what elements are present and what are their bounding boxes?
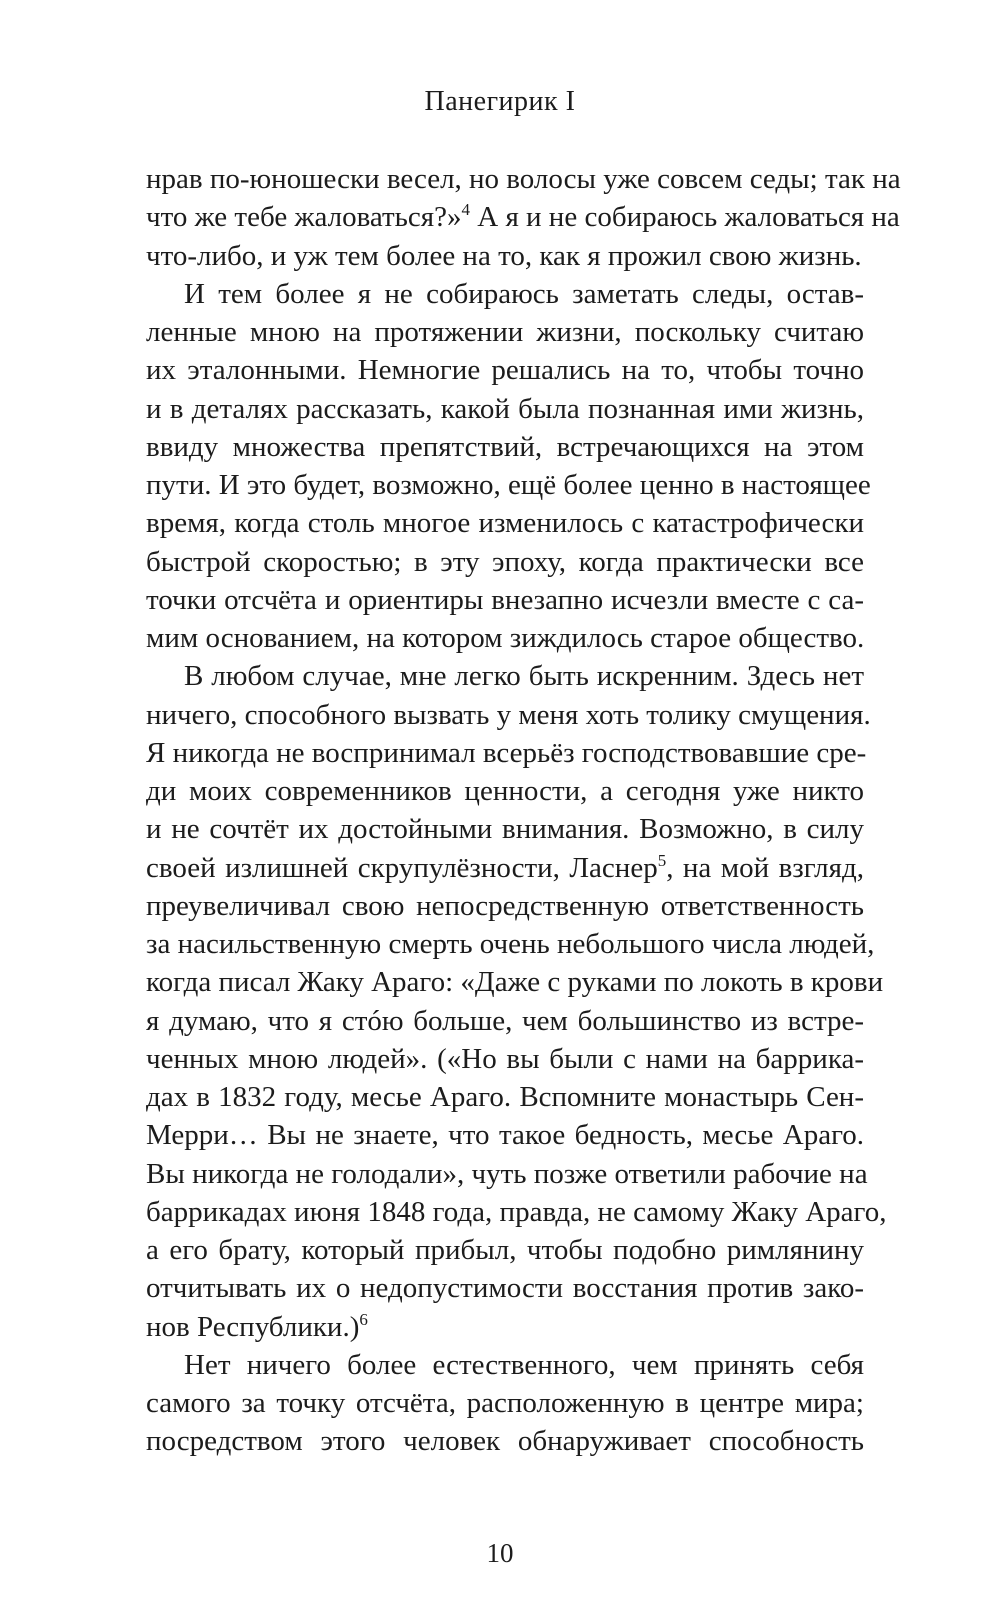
- text-line: [146, 810, 864, 848]
- text-line: [146, 619, 864, 657]
- text-line: [146, 1231, 864, 1269]
- text-line-content: мим основанием, на котором зиждилось старое общество.: [146, 622, 865, 654]
- text-line: [146, 1269, 864, 1307]
- text-line-content: точки отсчёта и ориентиры внезапно исчезли вместе с са-: [146, 583, 864, 616]
- text-line-content: а его брату, который прибыл, чтобы подобно римлянину: [146, 1234, 864, 1266]
- text-line-content: В любом случае, мне легко быть искренним. Здесь нет: [184, 660, 864, 693]
- text-line: [146, 428, 864, 466]
- text-line: [146, 160, 901, 198]
- text-line: [146, 849, 864, 887]
- running-header-title: Панегирик I: [424, 86, 576, 117]
- text-line-content: Нет ничего более естественного, чем принять себя: [184, 1348, 864, 1381]
- footnote-marker: 5: [657, 850, 667, 870]
- text-line-content: ленные мною на протяжении жизни, поскольку считаю: [146, 316, 864, 348]
- text-line: [146, 1155, 868, 1193]
- text-line: [146, 925, 875, 963]
- text-line-content: ди моих современников ценности, а сегодня уже никто: [146, 775, 864, 807]
- text-line: [146, 963, 884, 1001]
- text-line-content: что-либо, и уж тем более на то, как я прожил свою жизнь.: [146, 239, 862, 272]
- text-line-continuation: , на мой взгляд,: [666, 851, 864, 884]
- text-line-content: баррикадах июня 1848 года, правда, не самому Жаку Араго,: [146, 1195, 887, 1228]
- text-line-content: за насильственную смерть очень небольшого числа людей,: [146, 928, 875, 960]
- body-text: [146, 160, 901, 1461]
- text-line-content: что же тебе жаловаться?»: [146, 201, 462, 234]
- text-line: [146, 1308, 864, 1346]
- text-line: [146, 1116, 864, 1154]
- text-line: [146, 275, 864, 313]
- text-line-content: быстрой скоростью; в эту эпоху, когда практически все: [146, 545, 864, 578]
- text-line-content: ченных мною людей». («Но вы были с нами на баррика-: [146, 1042, 864, 1075]
- text-line-content: ввиду множества препятствий, встречающихся на этом: [146, 430, 864, 463]
- text-line-content: Мерри… Вы не знаете, что такое бедность, месье Араго.: [146, 1119, 864, 1152]
- text-line: [146, 1002, 864, 1040]
- text-line-content: своей излишней скрупулёзности, Ласнер: [146, 851, 658, 884]
- text-line: [146, 504, 864, 542]
- text-line-content: дах в 1832 году, месье Араго. Вспомните монастырь Сен-: [146, 1081, 864, 1113]
- text-line-content: пути. И это будет, возможно, ещё более ценно в настоящее: [146, 469, 871, 501]
- text-line: [146, 1422, 864, 1460]
- text-line-content: И тем более я не собираюсь заметать следы, остав-: [184, 277, 864, 310]
- text-line: [146, 390, 864, 428]
- text-line-content: самого за точку отсчёта, расположенную в центре мира;: [146, 1387, 864, 1419]
- text-line: [146, 1384, 864, 1422]
- text-line-content: их эталонными. Немногие решались на то, чтобы точно: [146, 354, 864, 387]
- text-line: [146, 657, 864, 695]
- text-line: [146, 696, 871, 734]
- text-line: [146, 351, 864, 389]
- text-line: [146, 1078, 864, 1116]
- text-line-content: и не сочтёт их достойными внимания. Возможно, в силу: [146, 813, 864, 846]
- text-line-content: Я никогда не воспринимал всерьёз господствовавшие сре-: [146, 736, 867, 769]
- page-number: 10: [486, 1538, 514, 1568]
- text-line: [146, 198, 900, 236]
- text-line-content: я думаю, что я стóю больше, чем большинство из встре-: [146, 1004, 864, 1037]
- text-line: [146, 1040, 864, 1078]
- text-line-content: время, когда столь многое изменилось с катастрофически: [146, 507, 864, 540]
- text-line-content: преувеличивал свою непосредственную ответственность: [146, 889, 864, 922]
- text-line-content: и в деталях рассказать, какой была познанная ими жизнь,: [146, 392, 864, 425]
- text-line: [146, 581, 864, 619]
- text-line-content: Вы никогда не голодали», чуть позже ответили рабочие на: [146, 1157, 868, 1190]
- text-line: [146, 1346, 864, 1384]
- text-line-content: посредством этого человек обнаруживает способность: [146, 1425, 864, 1458]
- text-line-content: нрав по-юношески весел, но волосы уже совсем седы; так на: [146, 163, 901, 195]
- text-line: [146, 313, 864, 351]
- text-line: [146, 887, 864, 925]
- footnote-marker: 6: [359, 1309, 368, 1329]
- text-line-content: ничего, способного вызвать у меня хоть толику смущения.: [146, 698, 871, 731]
- footnote-marker: 4: [461, 200, 470, 220]
- text-line-content: нов Республики.): [146, 1310, 360, 1343]
- text-line: [146, 466, 871, 504]
- text-line-continuation: А я и не собираюсь жаловаться на: [470, 201, 900, 234]
- text-line: [146, 772, 864, 810]
- text-line: [146, 543, 864, 581]
- text-line: [146, 1193, 887, 1231]
- text-line-content: когда писал Жаку Араго: «Даже с руками по локоть в крови: [146, 966, 884, 999]
- text-line-content: отчитывать их о недопустимости восстания против зако-: [146, 1272, 864, 1305]
- text-line: [146, 734, 867, 772]
- text-line: [146, 237, 864, 275]
